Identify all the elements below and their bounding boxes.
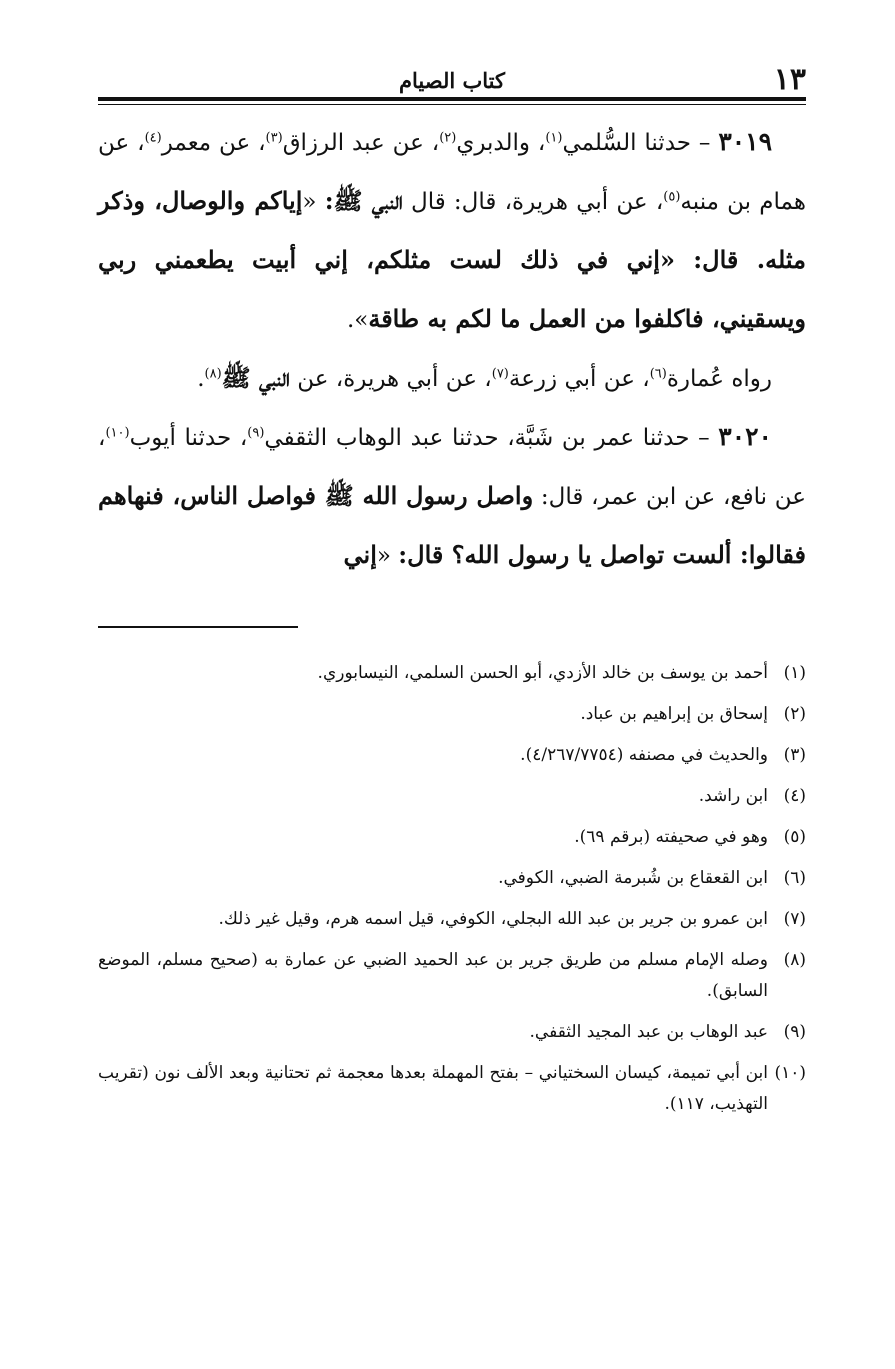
footnote: (٢)إسحاق بن إبراهيم بن عباد. — [580, 704, 806, 724]
header-rule-thin — [98, 104, 806, 105]
hadith-number: ٣٠١٩ — [718, 127, 773, 156]
footnote-ref: (١٠) — [105, 425, 130, 441]
footnote: (٤)ابن راشد. — [698, 786, 806, 806]
footnote: (٦)ابن القعقاع بن شُبرمة الضبي، الكوفي. — [498, 868, 806, 888]
riwaya-line: رواه عُمارة$^{(٦)}$، عن أبي زرعة$^{(٧)}$، عن أبي هريرة، عن النبي ﷺ$^{(٨)}$. — [197, 363, 772, 392]
page-header — [98, 62, 806, 97]
footnote: (٥)وهو في صحيفته (برقم ٦٩). — [574, 827, 806, 847]
footnote-ref: (٢) — [439, 130, 457, 146]
footnote: (٩)عبد الوهاب بن عبد المجيد الثقفي. — [529, 1022, 806, 1042]
header-rule — [98, 97, 806, 101]
page-number: ١٣ — [773, 62, 806, 97]
footnote-ref: (٣) — [265, 130, 283, 146]
bold-text: إياكم والوصال، وذكر مثله. قال: «إني في ذلك لست مثلكم، إني أبيت يطعمني ربي ويسقيني، فاكلفوا من العمل ما لكم به طاقة — [98, 186, 807, 333]
footnote-ref: (٩) — [247, 425, 265, 441]
bold-text: النبي ﷺ — [221, 363, 290, 392]
footnote-ref: (٤) — [144, 130, 162, 146]
footnote-ref: (٥) — [663, 189, 681, 205]
running-title: كتاب الصيام — [399, 68, 505, 93]
footnote-ref: (٦) — [649, 366, 667, 382]
footnotes — [98, 658, 806, 1130]
footnote-separator — [98, 626, 298, 628]
footnote: (١٠)ابن أبي تميمة، كيسان السختياني – بفتح المهملة بعدها معجمة ثم تحتانية وبعد الألف نون (تقريب التهذيب، ١١٧). — [98, 1063, 806, 1114]
hadith-number: ٣٠٢٠ — [718, 422, 772, 451]
footnote: (١)أحمد بن يوسف بن خالد الأزدي، أبو الحسن السلمي، النيسابوري. — [317, 663, 806, 683]
footnote: (٧)ابن عمرو بن جرير بن عبد الله البجلي، الكوفي، قيل اسمه هرم، وقيل غير ذلك. — [218, 909, 806, 929]
footnote-ref: (٨) — [204, 366, 222, 382]
footnote-ref: (١) — [545, 130, 563, 146]
footnote: (٣)والحديث في مصنفه (٤/٢٦٧/٧٧٥٤). — [520, 745, 806, 765]
bold-text: النبي ﷺ: — [324, 186, 403, 215]
hadith-3019: ٣٠١٩ – حدثنا السُّلمي$^{(١)}$، والدبري$^{(٢)}$، عن عبد الرزاق$^{(٣)}$، عن معمر$^{(٤)}$، عن همام بن منبه$^{(٥)}$، عن أبي هريرة، قال: قال النبي ﷺ: «إياكم والوصال، وذكر مثله. قال: «إني في ذلك لست مثلكم، إني أبيت يطعمني ربي ويسقيني، فاكلفوا من العمل ما لكم به طاقة». — [98, 127, 807, 333]
bold-text: إني — [343, 540, 377, 569]
footnote: (٨)وصله الإمام مسلم من طريق جرير بن عبد الحميد الضبي عن عمارة به (صحيح مسلم، الموضع السابق). — [98, 950, 806, 1001]
main-text — [98, 113, 806, 585]
footnote-ref: (٧) — [491, 366, 509, 382]
hadith-3020: ٣٠٢٠ – حدثنا عمر بن شَبَّة، حدثنا عبد الوهاب الثقفي$^{(٩)}$، حدثنا أيوب$^{(١٠)}$، عن نافع، عن ابن عمر، قال: واصل رسول الله ﷺ فواصل الناس، فنهاهم فقالوا: ألست تواصل يا رسول الله؟ قال: «إني — [98, 422, 807, 569]
bold-text: واصل رسول الله ﷺ فواصل الناس، فنهاهم فقالوا: ألست تواصل يا رسول الله؟ قال: — [98, 481, 806, 569]
